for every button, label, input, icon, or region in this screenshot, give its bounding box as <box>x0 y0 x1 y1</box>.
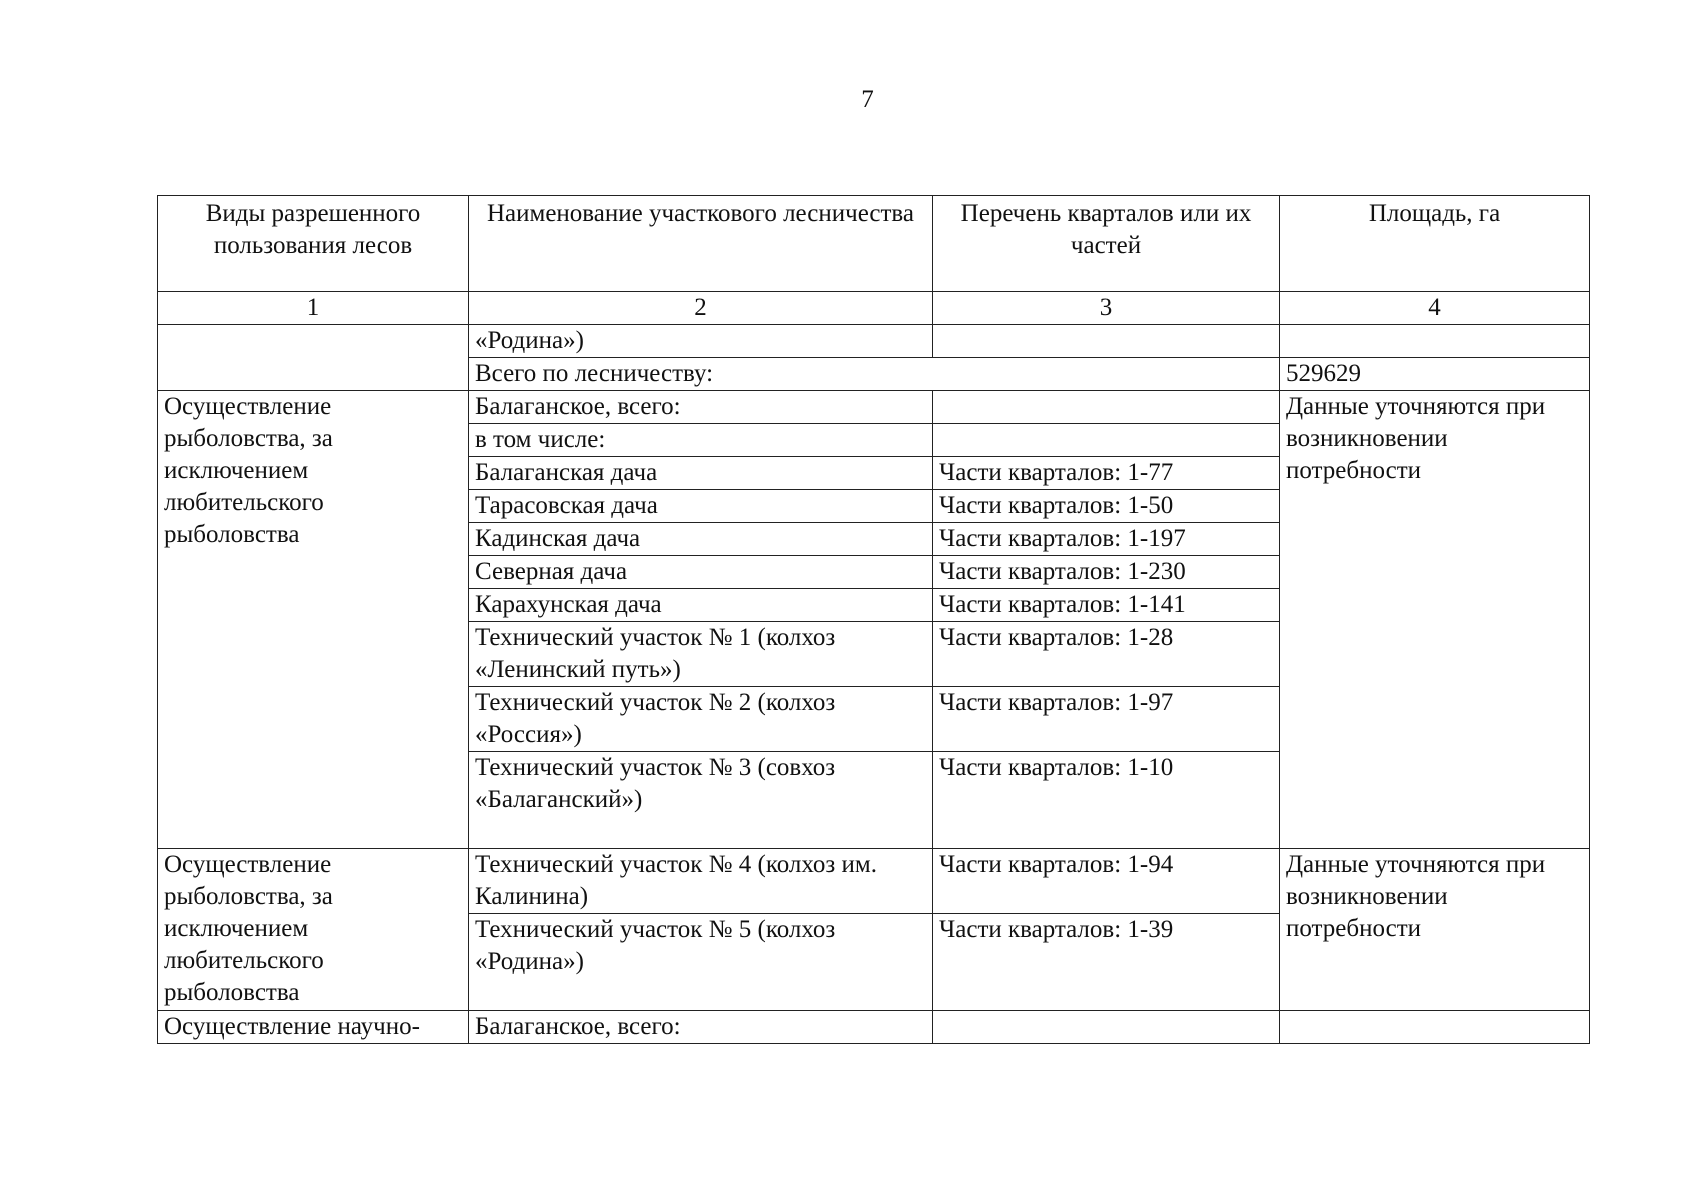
forestry-name-cell: Тарасовская дача <box>469 490 933 523</box>
quarters-cell: Части кварталов: 1-50 <box>933 490 1280 523</box>
quarters-cell: Части кварталов: 1-28 <box>933 622 1280 687</box>
header-cell: Виды разрешенного пользования лесов <box>158 196 469 292</box>
quarters-cell <box>933 424 1280 457</box>
forestry-name-cell: Технический участок № 5 (колхоз «Родина») <box>469 914 933 1011</box>
forestry-name-cell: Технический участок № 4 (колхоз им. Калинина) <box>469 849 933 914</box>
column-number: 3 <box>933 292 1280 325</box>
quarters-cell: Части кварталов: 1-77 <box>933 457 1280 490</box>
table-row <box>158 325 1590 358</box>
column-number: 1 <box>158 292 469 325</box>
column-number-row <box>158 292 1590 325</box>
use-type-cell: Осуществление рыболовства, за исключением любительского рыболовства <box>158 391 469 849</box>
total-label-cell: Всего по лесничеству: <box>469 358 1280 391</box>
quarters-cell: Части кварталов: 1-10 <box>933 752 1280 849</box>
header-cell: Площадь, га <box>1280 196 1590 292</box>
empty-cell <box>1280 1011 1590 1044</box>
header-cell: Перечень кварталов или их частей <box>933 196 1280 292</box>
area-cell: Данные уточняются при возникновении потребности <box>1280 849 1590 1011</box>
forestry-name-cell: Технический участок № 3 (совхоз «Балаганский») <box>469 752 933 849</box>
forestry-name-cell: Балаганское, всего: <box>469 1011 933 1044</box>
use-type-cell: Осуществление научно- <box>158 1011 469 1044</box>
quarters-cell: Части кварталов: 1-39 <box>933 914 1280 1011</box>
table-header-row <box>158 196 1590 292</box>
forestry-name-cell: в том числе: <box>469 424 933 457</box>
quarters-cell: Части кварталов: 1-97 <box>933 687 1280 752</box>
quarters-cell: Части кварталов: 1-141 <box>933 589 1280 622</box>
table-row <box>158 1011 1590 1044</box>
forestry-name-cell: Северная дача <box>469 556 933 589</box>
column-number: 2 <box>469 292 933 325</box>
forest-use-table <box>157 195 1590 1044</box>
table-row <box>158 849 1590 914</box>
quarters-cell: Части кварталов: 1-230 <box>933 556 1280 589</box>
table-row <box>158 391 1590 424</box>
forestry-name-cell: Технический участок № 1 (колхоз «Ленинский путь») <box>469 622 933 687</box>
empty-cell <box>933 1011 1280 1044</box>
empty-cell <box>158 325 469 391</box>
forestry-name-cell: Балаганское, всего: <box>469 391 933 424</box>
forestry-name-cell: Карахунская дача <box>469 589 933 622</box>
forestry-name-cell: Технический участок № 2 (колхоз «Россия») <box>469 687 933 752</box>
empty-cell <box>1280 325 1590 358</box>
total-value-cell: 529629 <box>1280 358 1590 391</box>
quarters-cell <box>933 391 1280 424</box>
quarters-cell: Части кварталов: 1-94 <box>933 849 1280 914</box>
column-number: 4 <box>1280 292 1590 325</box>
forestry-name-cell: «Родина») <box>469 325 933 358</box>
page-number: 7 <box>861 86 874 113</box>
forestry-name-cell: Балаганская дача <box>469 457 933 490</box>
header-cell: Наименование участкового лесничества <box>469 196 933 292</box>
area-cell: Данные уточняются при возникновении потребности <box>1280 391 1590 849</box>
forestry-name-cell: Кадинская дача <box>469 523 933 556</box>
empty-cell <box>933 325 1280 358</box>
quarters-cell: Части кварталов: 1-197 <box>933 523 1280 556</box>
use-type-cell: Осуществление рыболовства, за исключением любительского рыболовства <box>158 849 469 1011</box>
